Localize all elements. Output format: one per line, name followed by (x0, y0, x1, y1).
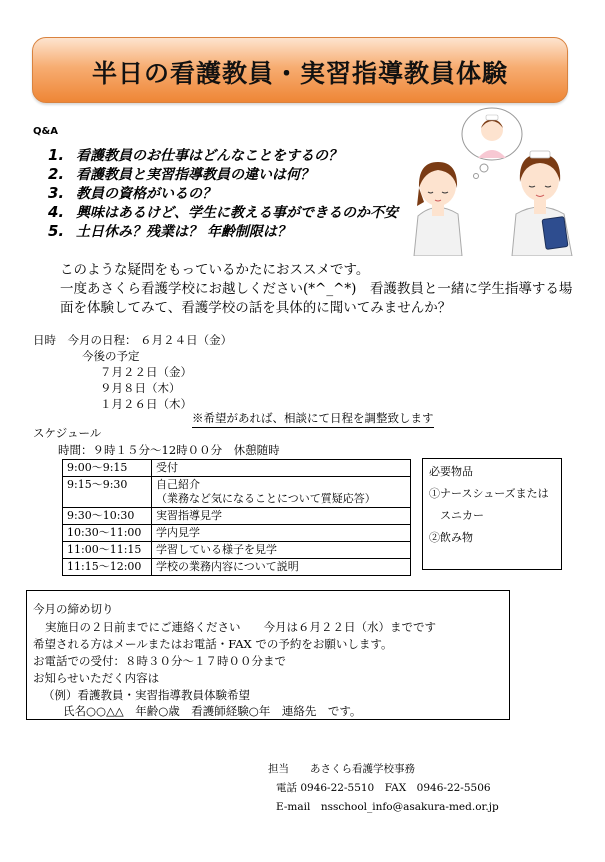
schedule-desc: 学内見学 (152, 525, 411, 542)
schedule-note: ※希望があれば、相談にて日程を調整致します (192, 410, 434, 428)
deadline-line: 実施日の２日前までにご連絡ください 今月は６月２２日（水）までです (45, 620, 436, 634)
schedule-desc: 受付 (152, 460, 411, 477)
table-row (63, 477, 411, 508)
deadline-line: （例）看護教員・実習指導教員体験希望 (43, 688, 250, 702)
qa-item-number: 2. (48, 165, 65, 183)
required-items-title: 必要物品 (429, 465, 473, 478)
nurse-right (512, 151, 572, 256)
qa-item-number: 4. (48, 203, 65, 221)
schedule-time-line: 時間：９時１５分～12時００分 休憩随時 (58, 443, 280, 457)
required-item: スニカー (429, 509, 484, 522)
required-item: ①ナースシューズまたは (429, 487, 549, 500)
qa-item (48, 183, 216, 203)
schedule-label: スケジュール (33, 426, 102, 440)
schedule-desc: 自己紹介 (156, 478, 200, 491)
qa-item-number: 3. (48, 184, 65, 202)
schedule-table (62, 459, 411, 576)
future-date: １月２６日（木） (100, 397, 192, 411)
deadline-title: 今月の締め切り (33, 602, 114, 616)
schedule-desc: 学校の業務内容について説明 (152, 559, 411, 576)
schedule-desc-sub: （業務など気になることについて質疑応答） (156, 492, 376, 505)
schedule-desc: 実習指導見学 (152, 508, 411, 525)
qa-item-text: 土日休み？残業は？ 年齢制限は？ (76, 224, 291, 240)
schedule-time: 10:30～11:00 (63, 525, 152, 542)
qa-item-text: 看護教員のお仕事はどんなことをするの？ (76, 148, 342, 164)
schedule-time: 9:30～10:30 (63, 508, 152, 525)
nurse-left (414, 162, 462, 256)
schedule-desc: 学習している様子を見学 (152, 542, 411, 559)
qa-label: Q&A (33, 126, 58, 137)
future-label: 今後の予定 (82, 349, 140, 363)
qa-item-text: 興味はあるけど、学生に教える事ができるのか不安 (76, 205, 398, 221)
intro-line: 一度あさくら看護学校にお越しください(*^_^*) 看護教員と一緒に学生指導する場 (60, 281, 573, 297)
qa-item (48, 145, 342, 165)
qa-item (48, 202, 398, 222)
contact-phone: 電話 0946-22-5510 FAX 0946-22-5506 (276, 782, 491, 794)
table-row (63, 508, 411, 525)
future-date: ９月８日（木） (100, 381, 181, 395)
deadline-line: お電話での受付：８時３０分～１７時００分まで (33, 654, 286, 668)
schedule-time: 11:00～11:15 (63, 542, 152, 559)
intro-line: このような疑問をもっているかたにおススメです。 (60, 262, 370, 278)
date-label: 日時 今月の日程： ６月２４日（金） (33, 333, 233, 347)
deadline-line: 氏名○○△△ 年齢○歳 看護師経験○年 連絡先 です。 (63, 704, 362, 718)
contact-email: E-mail nsschool_info@asakura-med.or.jp (276, 801, 499, 813)
deadline-box (26, 590, 510, 720)
schedule-time: 9:15～9:30 (63, 477, 152, 508)
qa-item (48, 221, 291, 241)
nurses-illustration (412, 106, 582, 256)
schedule-desc-cell (152, 477, 411, 508)
title-banner (32, 37, 568, 103)
future-date: ７月２２日（金） (100, 365, 192, 379)
schedule-time: 9:00～9:15 (63, 460, 152, 477)
contact-person: 担当 あさくら看護学校事務 (268, 763, 415, 775)
schedule-time: 11:15～12:00 (63, 559, 152, 576)
required-item: ②飲み物 (429, 531, 473, 544)
thought-bubble (462, 108, 522, 179)
deadline-line: お知らせいただく内容は (33, 671, 160, 685)
intro-line: 面を体験してみて、看護学校の話を具体的に聞いてみませんか？ (60, 300, 452, 316)
qa-item (48, 164, 314, 184)
qa-item-number: 1. (48, 146, 65, 164)
qa-item-text: 看護教員と実習指導教員の違いは何？ (76, 167, 314, 183)
qa-item-number: 5. (48, 222, 65, 240)
deadline-line: 希望される方はメールまたはお電話・FAX での予約をお願いします。 (33, 637, 393, 651)
page-title: 半日の看護教員・実習指導教員体験 (91, 59, 508, 88)
table-row (63, 460, 411, 477)
required-items-box (422, 458, 562, 570)
qa-item-text: 教員の資格がいるの？ (76, 186, 216, 202)
table-row (63, 525, 411, 542)
table-row (63, 542, 411, 559)
table-row (63, 559, 411, 576)
